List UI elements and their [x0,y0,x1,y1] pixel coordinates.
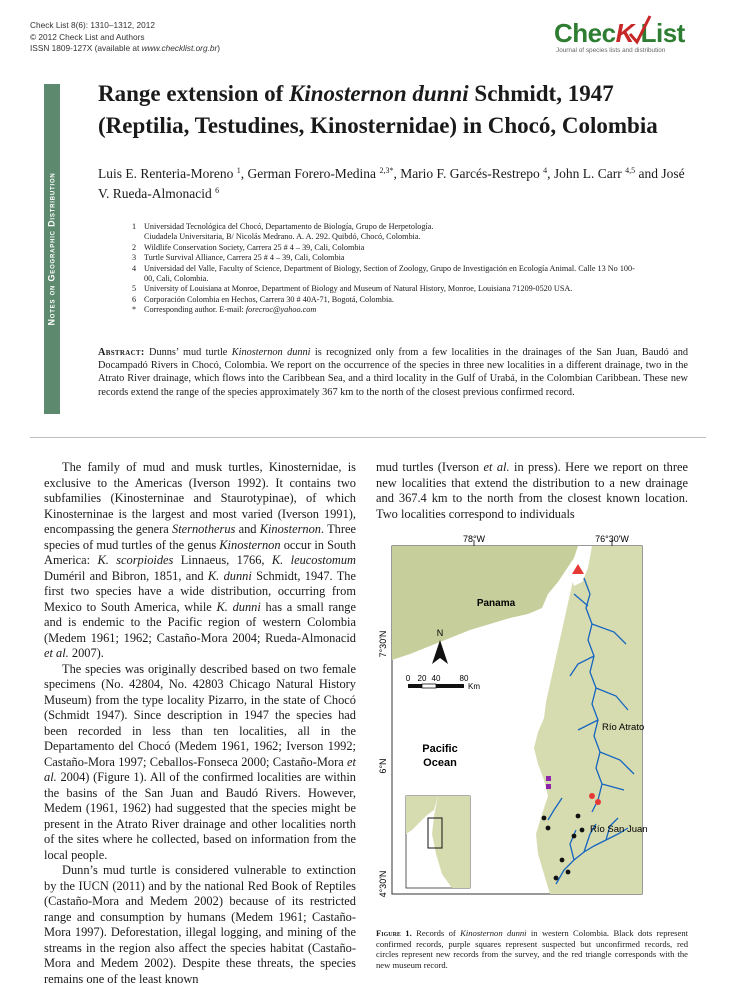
figure-caption: Figure 1. Records of Kinosternon dunni in western Colombia. Black dots represent confirmed records, purple squares represent suspected but unconfirmed records, red circles represent new records from the survey, and the red triangle corresponds with the new museum record. [376,928,689,970]
affiliations [132,222,692,316]
author-affiliation-mark: 4 [543,166,548,175]
author-affiliation-mark: 4,5 [625,166,636,175]
logo-wordmark: ChecK List [554,18,685,48]
author-name: Mario F. Garcés-Restrepo [400,166,544,181]
suspected-record [546,784,551,789]
label-panama: Panama [476,598,516,609]
svg-text:40: 40 [431,674,441,683]
label-ocean: Ocean [423,757,457,769]
article-title: Range extension of Kinosternon dunni Schmidt, 1947 (Reptilia, Testudines, Kinosternidae) in Chocó, Colombia [98,81,658,138]
confirmed-record [542,816,547,821]
svg-text:N: N [436,628,444,638]
affiliation-line: 3 Turtle Survival Alliance, Carrera 25 # 4 – 39, Cali, Colombia [132,253,345,263]
abstract: Abstract: Dunns’ mud turtle Kinosternon dunni is recognized only from a few localities in the drainages of the San Juan, Baudó and Docampadó Rivers in Chocó, Colombia. We report on the occurrence of the species in three new localities in a different drainage, two in the Atrato River drainage, which flows into the Caribbean Sea, and a third locality in the Gulf of Urabá, in the Colombian Caribbean. These new records extend the range of the species approximately 367 km to the north of the closest previous confirmed record. [98,347,689,398]
body-right-column [376,460,688,522]
corresponding-author: * Corresponding author. E-mail: forecroc@yahoo.com [132,305,317,315]
paragraph: mud turtles (Iverson et al. in press). Here we report on three new localities that extend the distribution to a new drainage and 367.4 km to the north from the closest known location. Two localities correspond to individuals [376,460,689,521]
lat-label: 4°30'N [378,870,388,898]
inset-map [406,796,470,888]
confirmed-record [560,858,565,863]
author-list: Luis E. Renteria-Moreno $^1$, German Forero-Medina $^{2,3*}$, Mario F. Garcés-Restrepo $^4$, John L. Carr $^{4,5}$ and José V. Rueda-Almonacid $^6$ [98,166,685,201]
affiliation-line: 4 Universidad del Valle, Faculty of Science, Department of Biology, Section of Zoology, Grupo de Investigación en Ecología Animal. Calle 13 No 100- [132,263,635,273]
confirmed-record [572,834,577,839]
confirmed-record [576,814,581,819]
confirmed-record [554,876,559,881]
figure-map [378,534,688,924]
label-ocean: Pacific [422,743,458,755]
copyright: © 2012 Check List and Authors [30,31,145,42]
issn: ISSN 1809-127X (available at www.checklist.org.br) [30,43,221,53]
suspected-record [546,776,551,781]
logo-check-icon [626,14,652,48]
confirmed-record [566,870,571,875]
new-record [589,793,595,799]
abstract-label: Abstract: [98,347,145,358]
affiliation-line: 1 Universidad Tecnológica del Chocó, Departamento de Biología, Grupo de Herpetología. [132,222,434,231]
new-record [595,799,601,805]
affiliation-line: 2 Wildlife Conservation Society, Carrera 25 # 4 – 39, Cali, Colombia [132,242,365,252]
confirmed-record [580,828,585,833]
paragraph: The family of mud and musk turtles, Kinosternidae, is exclusive to the Americas (Iverson 1992). It contains two subfamilies (Kinosterninae and Staurotypinae), of which Kinosterninae is the largest and most varied (Iverson 1991), encompassing the genera Sternotherus and Kinosternon. Three species of mud turtles of the genus Kinosternon occur in South America: K. scorpioides Linnaeus, 1766, K. leucostomum Duméril and Bibron, 1851, and K. dunni Schmidt, 1947. The first two species have a wide distribution, occurring from Mexico to South America, while K. dunni has a small range and is endemic to the Pacific region of western Colombia (Medem 1961; 1962; Castaño-Mora 2004; Rueda-Almonacid et al. 2007). [44,460,357,660]
svg-text:20: 20 [417,674,427,683]
affiliation-line: 5 University of Louisiana at Monroe, Department of Biology and Museum of Natural History, Monroe, Louisiana 71209-0520 USA. [132,284,573,294]
logo-tagline: Journal of species lists and distribution [556,47,666,54]
svg-text:80: 80 [459,674,469,683]
body-left-column [44,460,356,987]
affiliation-line: 6 Corporación Colombia en Hechos, Carrera 30 # 40A-71, Bogotá, Colombia. [132,294,394,304]
author-affiliation-mark: 1 [236,166,241,175]
paragraph: Dunn’s mud turtle is considered vulnerable to extinction by the IUCN (2011) and by the national Red Book of Reptiles (Castaño-Mora and Medem 2002) because of its restricted range and consumption by humans (Medem 1961; Castaño-Mora 1997). Deforestation, illegal logging, and mining of the streams in the region also affect the species habitat (Castaño-Mora and Medem 2002). Despite these threats, the species remains one of the least known [44,863,356,986]
author-name: German Forero-Medina [247,166,380,181]
section-label: Notes on Geographic Distribution [47,172,58,326]
figure-label: Figure 1. [376,928,412,938]
affiliation-line: Ciudadela Universitaria, B/ Nicolás Medrano. A. A. 292. Quibdó, Chocó, Colombia. [144,232,421,242]
email-link[interactable]: forecroc@yahoo.com [245,305,317,315]
journal-logo [546,14,716,60]
label-rio-atrato: Río Atrato [602,722,645,733]
journal-url-link[interactable]: www.checklist.org.br [141,43,218,53]
svg-text:Km: Km [468,682,480,691]
journal-meta [30,20,220,55]
affiliation-line: 00, Cali, Colombia. [144,274,209,284]
author-affiliation-mark: 2,3* [379,166,394,175]
paragraph: The species was originally described based on two female specimens (No. 42804, No. 42803 Chicago Natural History Museum) from the type locality Pizarro, in the state of Chocó (Schmidt 1947). Since description in 1947 the species had been recorded in less than ten localities, all in the Departamento del Chocó (Medem 1961, 1962; Iverson 1992; Castaño-Mora 1997; Ceballos-Fonseca 2000; Castaño-Mora et al. 2004) (Figure 1). All of the confirmed localities are within the basins of the San Juan and Baudó Rivers. However, Medem (1961, 1962) had suggested that the species might be present in the Atrato River drainage and other localities north of the sites where he collected, based on information from the local people. [44,661,356,862]
lon-label: 78°W [462,534,486,544]
label-rio-sanjuan: Río San Juan [590,824,648,835]
confirmed-record [546,826,551,831]
author-name: José V. Rueda-Almonacid [98,166,685,201]
lon-label: 76°30'W [595,534,629,544]
lat-label: 7°30'N [378,630,388,658]
author-name: Luis E. Renteria-Moreno [98,166,237,181]
divider [30,437,706,438]
lat-label: 6°N [378,758,388,774]
author-name: John L. Carr [553,166,626,181]
svg-text:0: 0 [405,674,411,683]
citation: Check List 8(6): 1310–1312, 2012 [30,20,156,30]
author-affiliation-mark: 6 [215,186,220,195]
